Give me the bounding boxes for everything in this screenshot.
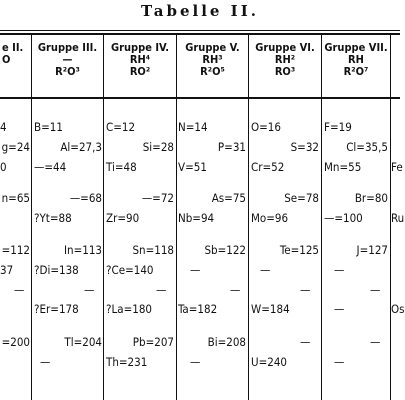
element-cell: Th=231 [106,355,148,369]
element-cell: Mn=55 [324,160,362,174]
element-cell: 4 [0,120,7,134]
header-group-label: Gruppe III. [37,41,98,54]
element-cell: P=31 [217,140,246,154]
element-cell: Nb=94 [178,211,215,225]
header-oxide: R²O⁷ [343,65,369,78]
element-cell: U=240 [251,355,287,369]
element-cell: — [370,283,381,297]
element-cell: 37 [0,263,14,277]
element-cell: Ta=182 [178,302,218,316]
edge-fragment: Fe [391,160,403,174]
element-cell: — [334,263,345,277]
header-rule [0,97,400,99]
element-cell: —=44 [34,160,67,174]
element-cell: — [334,302,345,316]
element-cell: Cr=52 [251,160,285,174]
edge-fragment: Os [391,302,405,316]
element-cell: Cl=35,5 [346,140,388,154]
element-cell: g=24 [1,140,30,154]
element-cell: ?Ce=140 [106,263,154,277]
element-cell: =112 [1,243,30,257]
element-cell: Tl=204 [64,335,102,349]
header-oxide: RO² [129,65,151,78]
element-cell: n=65 [1,191,30,205]
header-group-2 [0,42,33,94]
header-hydride: RH [348,53,364,66]
header-group-label: Gruppe V. [185,41,240,54]
element-cell: 0 [0,160,7,174]
element-cell: — [334,355,345,369]
header-group-label: Gruppe VII. [324,41,388,54]
header-group-6 [249,42,321,94]
header-group-label: Gruppe IV. [110,41,170,54]
element-cell: Zr=90 [106,211,140,225]
top-double-rule-2 [0,33,400,35]
top-double-rule [0,30,400,31]
header-group-3 [32,42,103,94]
element-cell: Te=125 [279,243,319,257]
element-cell: ?Yt=88 [34,211,72,225]
element-cell: F=19 [324,120,352,134]
header-group-label: e II. [2,41,24,54]
element-cell: W=184 [251,302,290,316]
element-cell: Sb=122 [204,243,246,257]
header-group-4 [104,42,176,94]
header-oxide: RO³ [274,65,296,78]
element-cell: —=72 [141,191,174,205]
element-cell: ?La=180 [106,302,153,316]
element-cell: B=11 [34,120,63,134]
header-hydride: RH² [274,53,296,66]
header-hydride: RH³ [202,53,223,66]
element-cell: As=75 [211,191,246,205]
element-cell: —=68 [69,191,102,205]
element-cell: — [190,355,201,369]
element-cell: N=14 [178,120,208,134]
header-oxide: R²O⁵ [200,65,225,78]
element-cell: V=51 [178,160,207,174]
header-hydride: — [62,53,73,66]
header-oxide: O [2,53,11,66]
element-cell: In=113 [63,243,102,257]
element-cell: Se=78 [284,191,319,205]
header-hydride: RH⁴ [129,53,151,66]
element-cell: —=100 [324,211,363,225]
element-cell: — [84,283,95,297]
element-cell: ?Di=138 [34,263,79,277]
element-cell: O=16 [251,120,281,134]
element-cell: — [190,263,201,277]
element-cell: C=12 [106,120,136,134]
element-cell: =200 [1,335,30,349]
element-cell: — [260,263,271,277]
element-cell: ?Er=178 [34,302,79,316]
element-cell: Sn=118 [132,243,174,257]
element-cell: Bi=208 [207,335,246,349]
header-oxide: R²O³ [55,65,80,78]
element-cell: Ti=48 [106,160,137,174]
header-group-7 [322,42,390,94]
element-cell: Pb=207 [132,335,174,349]
header-group-5 [177,42,248,94]
element-cell: — [14,283,25,297]
element-cell: Mo=96 [251,211,289,225]
element-cell: — [370,335,381,349]
element-cell: — [230,283,241,297]
element-cell: J=127 [356,243,388,257]
table-title: Tabelle II. [141,2,259,20]
element-cell: — [300,335,311,349]
element-cell: S=32 [290,140,319,154]
element-cell: Br=80 [354,191,388,205]
element-cell: Si=28 [142,140,174,154]
element-cell: Al=27,3 [60,140,102,154]
header-group-label: Gruppe VI. [255,41,315,54]
element-cell: — [300,283,311,297]
edge-fragment: Ru [391,211,405,225]
element-cell: — [156,283,167,297]
element-cell: — [40,355,51,369]
